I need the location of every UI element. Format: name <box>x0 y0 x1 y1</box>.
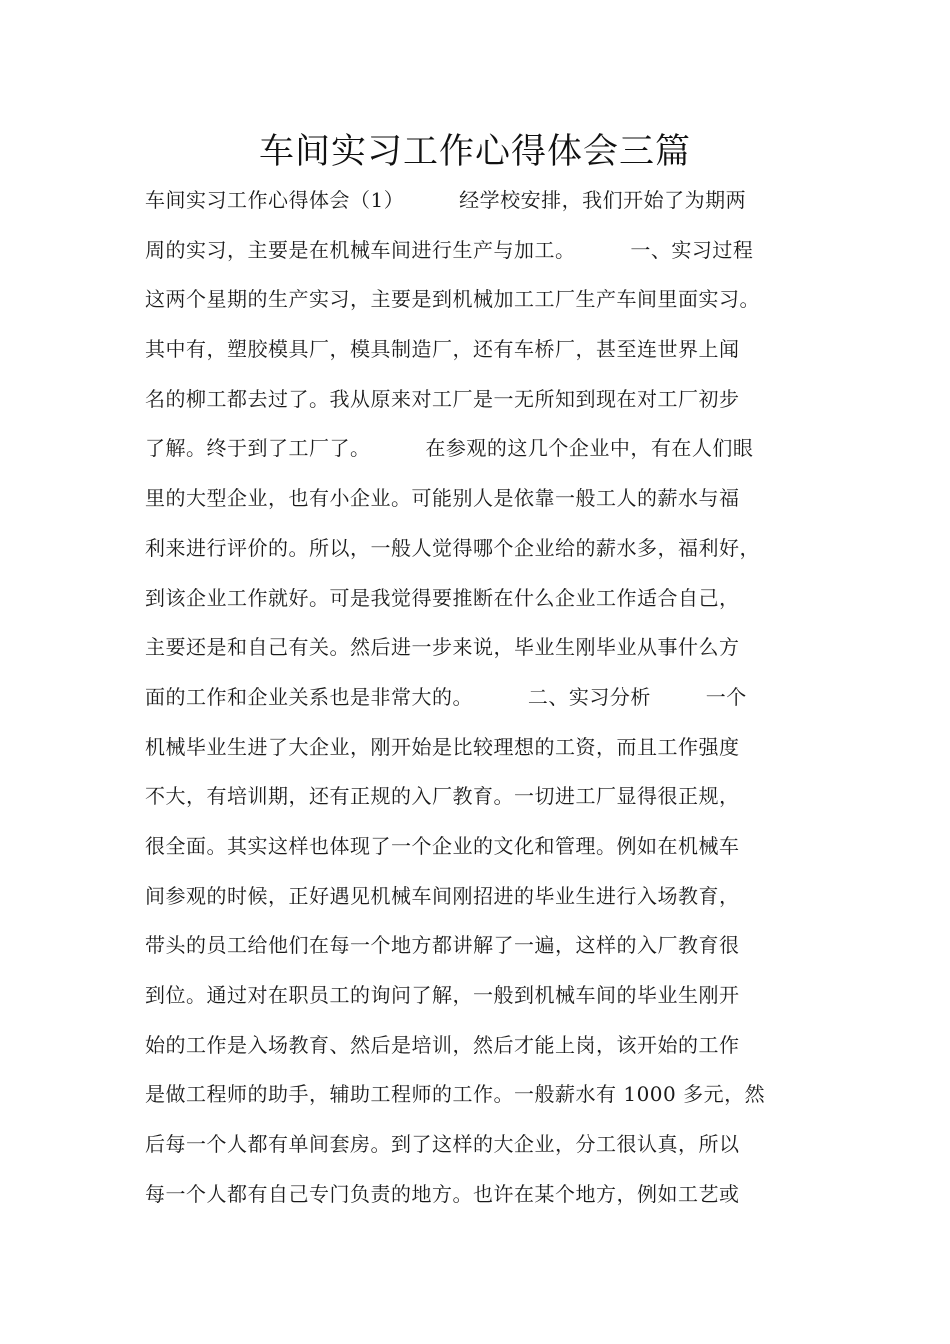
body-line: 后每一个人都有单间套房。到了这样的大企业，分工很认真，所以 <box>145 1132 740 1157</box>
body-line: 每一个人都有自己专门负责的地方。也许在某个地方，例如工艺或 <box>145 1181 740 1206</box>
body-line: 始的工作是入场教育、然后是培训，然后才能上岗，该开始的工作 <box>145 1032 740 1057</box>
body-line: 里的大型企业，也有小企业。可能别人是依靠一般工人的薪水与福 <box>145 486 740 511</box>
body-line: 到位。通过对在职员工的询问了解，一般到机械车间的毕业生刚开 <box>145 983 740 1007</box>
body-line: 其中有，塑胶模具厂，模具制造厂，还有车桥厂，甚至连世界上闻 <box>145 337 740 362</box>
body-line: 不大，有培训期，还有正规的入厂教育。一切进工厂显得很正规， <box>145 784 740 809</box>
body-line: 主要还是和自己有关。然后进一步来说，毕业生刚毕业从事什么方 <box>145 635 740 660</box>
body-line: 带头的员工给他们在每一个地方都讲解了一遍，这样的入厂教育很 <box>145 933 740 958</box>
body-line: 名的柳工都去过了。我从原来对工厂是一无所知到现在对工厂初步 <box>145 386 740 411</box>
body-line: 机械毕业生进了大企业，刚开始是比较理想的工资，而且工作强度 <box>145 734 740 759</box>
body-line: 到该企业工作就好。可是我觉得要推断在什么企业工作适合自己， <box>145 585 740 610</box>
body-line: 周的实习，主要是在机械车间进行生产与加工。 一、实习过程 <box>145 237 754 262</box>
body-line: 是做工程师的助手，辅助工程师的工作。一般薪水有 1000 多元，然 <box>145 1082 766 1107</box>
body-line: 间参观的时候，正好遇见机械车间刚招进的毕业生进行入场教育， <box>145 883 740 908</box>
body-line: 了解。终于到了工厂了。 在参观的这几个企业中，有在人们眼 <box>145 436 754 461</box>
body-line: 面的工作和企业关系也是非常大的。 二、实习分析 一个 <box>145 684 747 709</box>
body-line: 车间实习工作心得体会（1） 经学校安排，我们开始了为期两 <box>145 188 747 212</box>
body-line: 很全面。其实这样也体现了一个企业的文化和管理。例如在机械车 <box>145 833 740 858</box>
body-line: 这两个星期的生产实习，主要是到机械加工工厂生产车间里面实习。 <box>145 287 760 312</box>
body-line: 利来进行评价的。所以，一般人觉得哪个企业给的薪水多，福利好， <box>145 535 760 560</box>
document-body <box>145 176 845 1219</box>
document-title: 车间实习工作心得体会三篇 <box>258 132 691 172</box>
